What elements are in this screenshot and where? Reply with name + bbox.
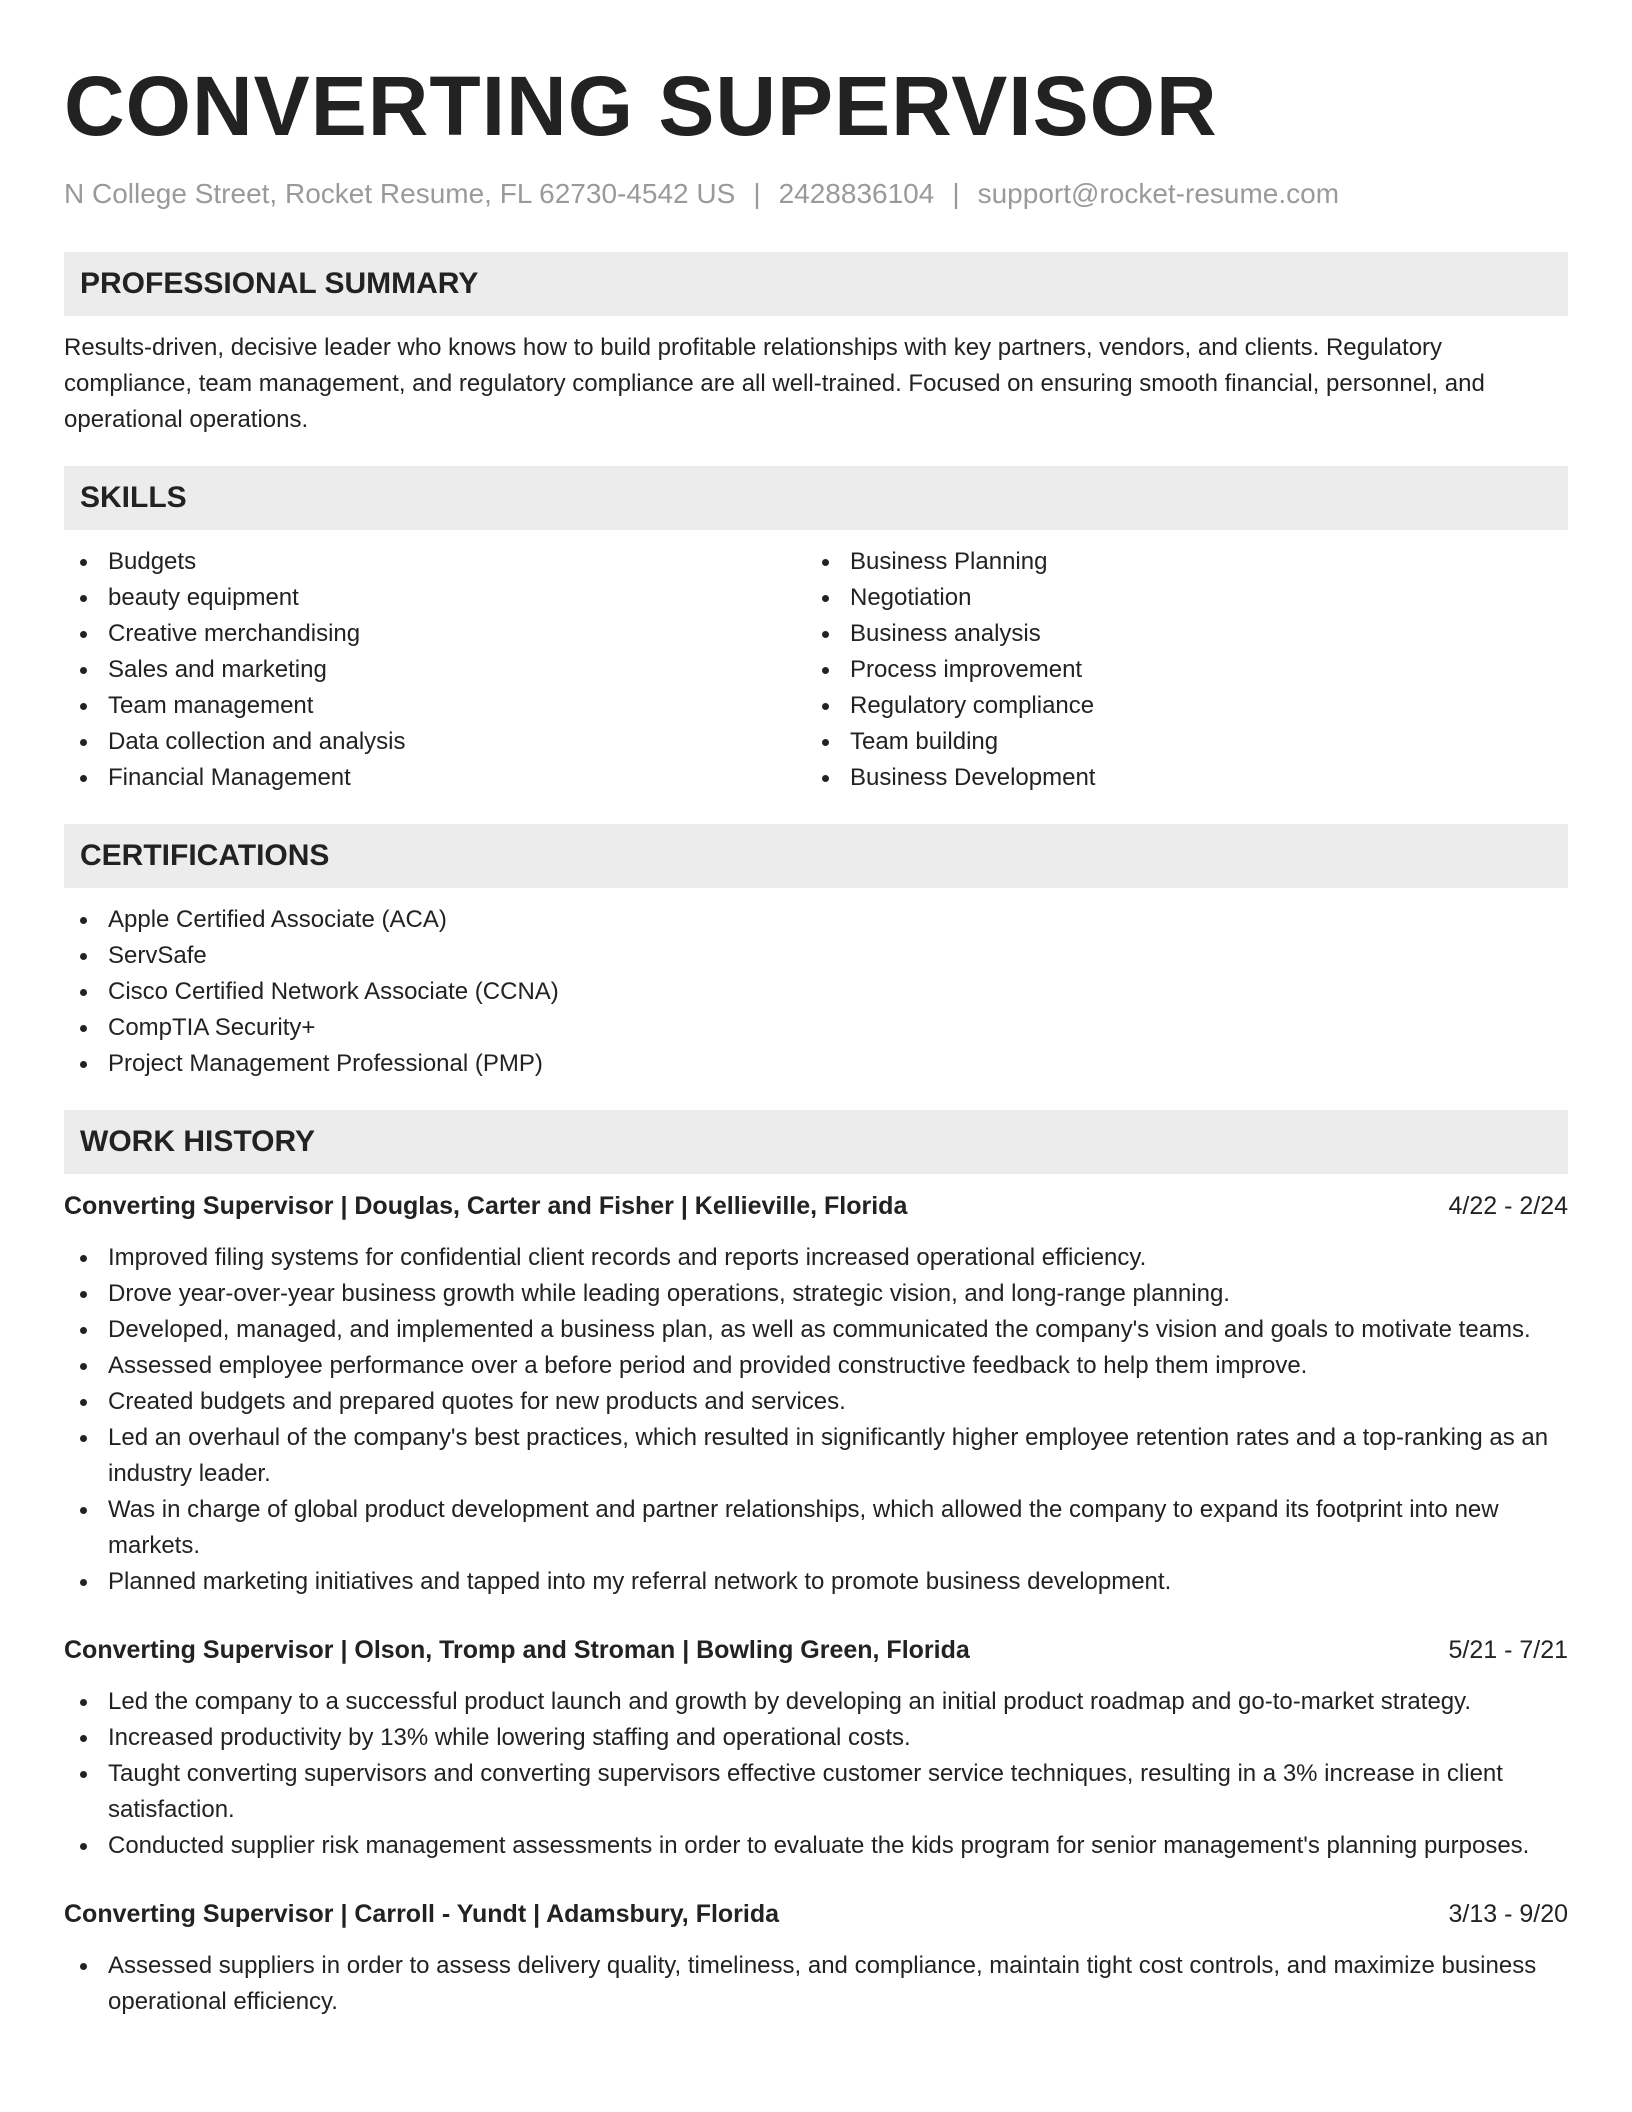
skill-item: Business analysis (806, 616, 1548, 652)
skill-item: beauty equipment (64, 580, 806, 616)
skill-item: Sales and marketing (64, 652, 806, 688)
job-title: Converting Supervisor | Olson, Tromp and Stroman | Bowling Green, Florida (64, 1636, 970, 1664)
job-header (64, 1632, 1568, 1668)
job-header (64, 1896, 1568, 1932)
job-bullet: Conducted supplier risk management assessments in order to evaluate the kids program for senior management's planning purposes. (64, 1828, 1568, 1864)
certification-item: CompTIA Security+ (64, 1010, 1568, 1046)
contact-line (64, 176, 1568, 212)
job-bullet: Developed, managed, and implemented a business plan, as well as communicated the company's vision and goals to motivate teams. (64, 1312, 1568, 1348)
job-bullet: Led the company to a successful product launch and growth by developing an initial product roadmap and go-to-market strategy. (64, 1684, 1568, 1720)
job-bullet: Was in charge of global product development and partner relationships, which allowed the company to expand its footprint into new markets. (64, 1492, 1568, 1564)
skills-list-right (806, 544, 1548, 796)
job-entry (64, 1632, 1568, 1864)
job-entry (64, 1896, 1568, 2020)
job-bullet: Created budgets and prepared quotes for new products and services. (64, 1384, 1568, 1420)
skill-item: Creative merchandising (64, 616, 806, 652)
job-bullet: Assessed suppliers in order to assess delivery quality, timeliness, and compliance, maintain tight cost controls, and maximize business operational efficiency. (64, 1948, 1568, 2020)
certifications-heading: CERTIFICATIONS (64, 824, 1568, 888)
job-bullets (64, 1684, 1568, 1864)
certification-item: Apple Certified Associate (ACA) (64, 902, 1568, 938)
skills-heading: SKILLS (64, 466, 1568, 530)
job-dates: 5/21 - 7/21 (1448, 1636, 1568, 1664)
job-bullet: Improved filing systems for confidential client records and reports increased operational efficiency. (64, 1240, 1568, 1276)
job-bullet: Led an overhaul of the company's best practices, which resulted in significantly higher employee retention rates and a top-ranking as an industry leader. (64, 1420, 1568, 1492)
contact-address: N College Street, Rocket Resume, FL 62730-4542 US (64, 178, 736, 209)
skill-item: Financial Management (64, 760, 806, 796)
skill-item: Business Development (806, 760, 1548, 796)
contact-separator: | (753, 178, 761, 209)
job-title: Converting Supervisor | Carroll - Yundt | Adamsbury, Florida (64, 1900, 780, 1928)
contact-email: support@rocket-resume.com (977, 178, 1340, 209)
job-bullet: Assessed employee performance over a before period and provided constructive feedback to help them improve. (64, 1348, 1568, 1384)
skill-item: Budgets (64, 544, 806, 580)
job-bullet: Taught converting supervisors and converting supervisors effective customer service techniques, resulting in a 3% increase in client satisfaction. (64, 1756, 1568, 1828)
job-bullets (64, 1948, 1568, 2020)
skill-item: Team building (806, 724, 1548, 760)
job-bullet: Increased productivity by 13% while lowering staffing and operational costs. (64, 1720, 1568, 1756)
job-header (64, 1188, 1568, 1224)
skill-item: Negotiation (806, 580, 1548, 616)
skills-grid (64, 544, 1568, 796)
skill-item: Team management (64, 688, 806, 724)
job-title: Converting Supervisor | Douglas, Carter and Fisher | Kellieville, Florida (64, 1192, 908, 1220)
skill-item: Data collection and analysis (64, 724, 806, 760)
summary-text: Results-driven, decisive leader who knows how to build profitable relationships with key partners, vendors, and clients. Regulatory compliance, team management, and regulatory compliance are all well-trained. Focused on ensuring smooth financial, personnel, and operational operations. (64, 334, 1485, 433)
certifications-list (64, 902, 1568, 1082)
job-dates: 3/13 - 9/20 (1448, 1900, 1568, 1928)
certification-item: Cisco Certified Network Associate (CCNA) (64, 974, 1568, 1010)
contact-phone: 2428836104 (778, 178, 935, 209)
job-bullet: Planned marketing initiatives and tapped into my referral network to promote business development. (64, 1564, 1568, 1600)
skill-item: Business Planning (806, 544, 1548, 580)
work-history-heading: WORK HISTORY (64, 1110, 1568, 1174)
summary-heading: PROFESSIONAL SUMMARY (64, 252, 1568, 316)
skills-list-left (64, 544, 806, 796)
job-bullets (64, 1240, 1568, 1600)
job-dates: 4/22 - 2/24 (1448, 1192, 1568, 1220)
skill-item: Process improvement (806, 652, 1548, 688)
certification-item: Project Management Professional (PMP) (64, 1046, 1568, 1082)
candidate-name: CONVERTING SUPERVISOR (64, 59, 1218, 153)
skill-item: Regulatory compliance (806, 688, 1548, 724)
job-bullet: Drove year-over-year business growth while leading operations, strategic vision, and long-range planning. (64, 1276, 1568, 1312)
job-entry (64, 1188, 1568, 1600)
certification-item: ServSafe (64, 938, 1568, 974)
contact-separator: | (952, 178, 960, 209)
